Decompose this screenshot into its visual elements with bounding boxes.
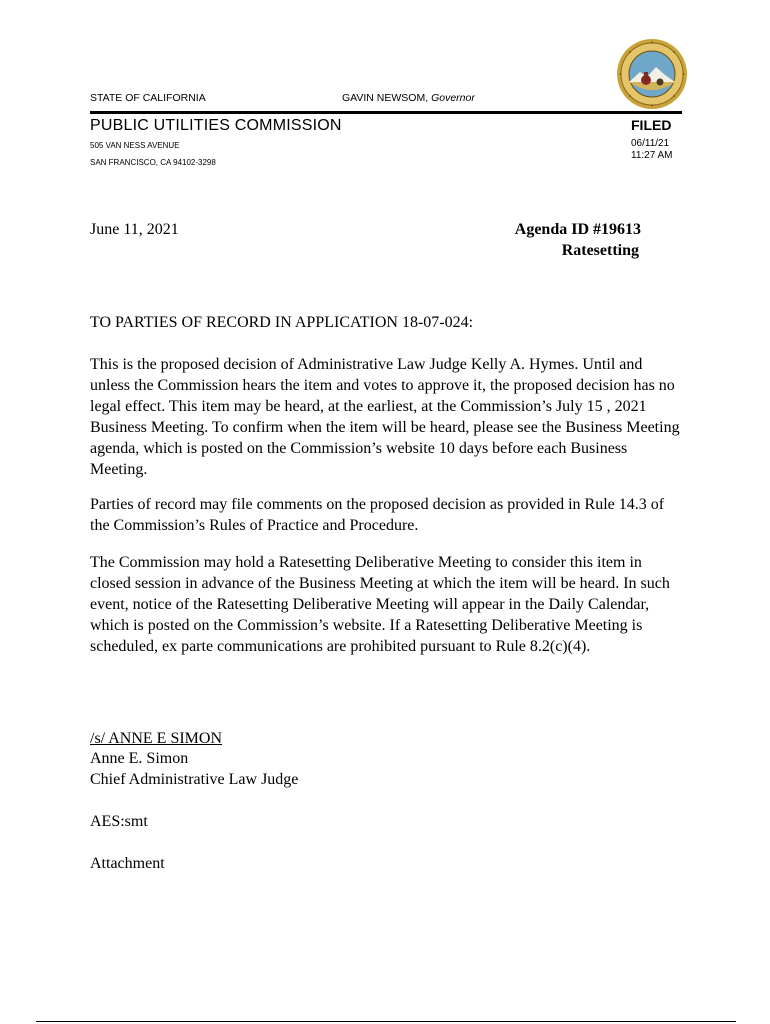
governor-title: Governor bbox=[431, 92, 475, 104]
page-bottom-rule bbox=[36, 1021, 736, 1022]
california-puc-seal bbox=[616, 38, 688, 110]
proceeding-category: Ratesetting bbox=[561, 242, 639, 259]
signer-name: Anne E. Simon bbox=[90, 750, 189, 767]
filed-stamp-label: FILED bbox=[631, 117, 672, 133]
signer-title: Chief Administrative Law Judge bbox=[90, 771, 299, 788]
filed-date: 06/11/21 bbox=[631, 138, 670, 149]
governor-line bbox=[342, 92, 475, 104]
address-street: 505 VAN NESS AVENUE bbox=[90, 141, 180, 150]
governor-name: GAVIN NEWSOM, bbox=[342, 92, 429, 104]
agenda-id: Agenda ID #19613 bbox=[514, 221, 641, 238]
agency-name: PUBLIC UTILITIES COMMISSION bbox=[90, 117, 342, 134]
filed-time: 11:27 AM bbox=[631, 150, 673, 161]
letterhead-rule bbox=[90, 111, 682, 114]
electronic-signature: /s/ ANNE E SIMON bbox=[90, 730, 223, 747]
reference-initials: AES:smt bbox=[90, 813, 148, 830]
address-city: SAN FRANCISCO, CA 94102-3298 bbox=[90, 158, 216, 167]
body-paragraph: This is the proposed decision of Administrative Law Judge Kelly A. Hymes. Until and unless the Commission hears the item and votes to approve it, the proposed decision has no legal effect. This item may be heard, at the earliest, at the Commission’s July 15 , 2021 Business Meeting. To confirm when the item will be heard, please see the Business Meeting agenda, which is posted on the Commission’s website 10 days before each Business Meeting. bbox=[90, 356, 680, 478]
enclosure-note: Attachment bbox=[90, 855, 165, 872]
body-paragraph: Parties of record may file comments on the proposed decision as provided in Rule 14.3 of the Commission’s Rules of Practice and Procedure. bbox=[90, 496, 665, 534]
state-of-california-label: STATE OF CALIFORNIA bbox=[90, 92, 206, 104]
body-paragraph: The Commission may hold a Ratesetting Deliberative Meeting to consider this item in closed session in advance of the Business Meeting at which the item will be heard. In such event, notice of the Ratesetting Deliberative Meeting will appear in the Daily Calendar, which is posted on the Commission’s website. If a Ratesetting Deliberative Meeting is scheduled, ex parte communications are prohibited pursuant to Rule 8.2(c)(4). bbox=[90, 554, 670, 655]
letter-date: June 11, 2021 bbox=[90, 221, 179, 238]
salutation: TO PARTIES OF RECORD IN APPLICATION 18-07-024: bbox=[90, 314, 474, 331]
